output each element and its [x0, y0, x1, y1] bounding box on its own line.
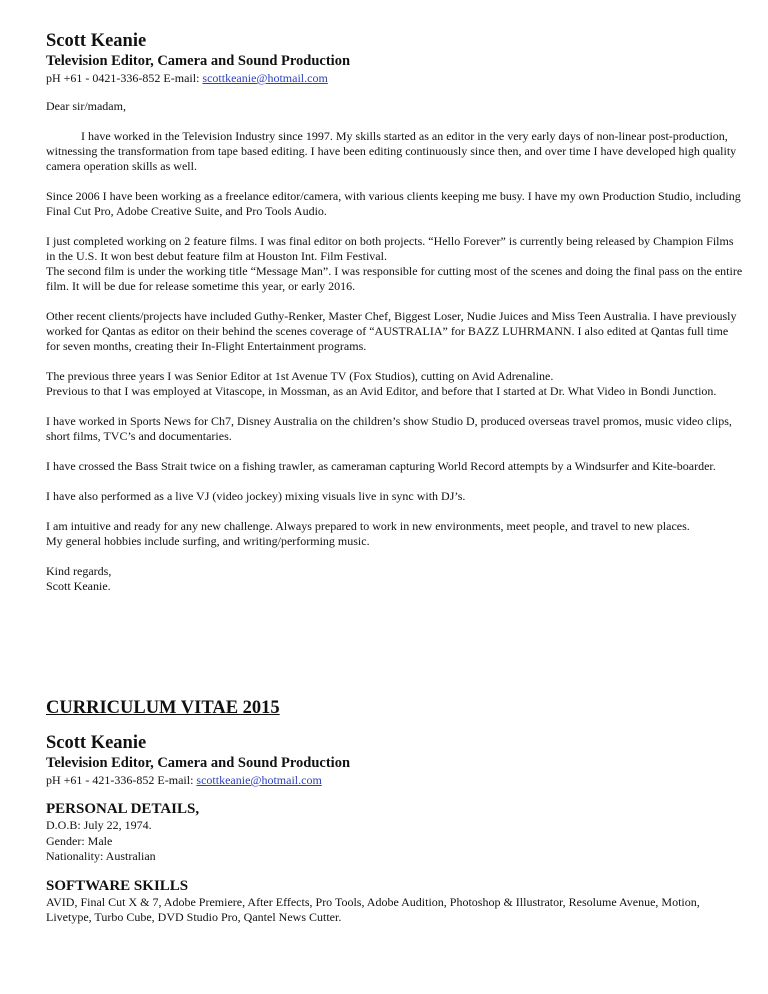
signoff: Scott Keanie. [46, 579, 111, 593]
contact-line [46, 70, 744, 86]
letter-paragraph [46, 519, 744, 549]
cover-letter [46, 99, 744, 594]
paragraph-line: The previous three years I was Senior Editor at 1st Avenue TV (Fox Studios), cutting on Avid Adrenaline. [46, 369, 554, 383]
letter-paragraph: Since 2006 I have been working as a freelance editor/camera, with various clients keeping me busy. I have my own Production Studio, including Final Cut Pro, Adobe Creative Suite, and Pro Tools Audio. [46, 189, 741, 218]
letter-header [46, 30, 744, 86]
closing-block [46, 564, 744, 594]
section-spacer [46, 609, 744, 697]
letter-paragraph: I have crossed the Bass Strait twice on a fishing trawler, as cameraman capturing World Record attempts by a Windsurfer and Kite-boarder. [46, 459, 716, 473]
author-name: Scott Keanie [46, 31, 147, 51]
letter-paragraph: I have also performed as a live VJ (video jockey) mixing visuals live in sync with DJ’s. [46, 489, 466, 503]
gender: Gender: Male [46, 833, 113, 848]
letter-paragraph [46, 369, 744, 399]
cv-title: Television Editor, Camera and Sound Production [46, 755, 351, 771]
paragraph-line: I just completed working on 2 feature films. I was final editor on both projects. “Hello Forever” is currently being released by Champion Films in the U.S. It won best debut feature film at Houston Int. Film Festival. [46, 234, 734, 263]
salutation: Dear sir/madam, [46, 99, 126, 113]
paragraph-line: I am intuitive and ready for any new challenge. Always prepared to work in new environments, meet people, and travel to new places. [46, 519, 690, 533]
personal-details [46, 818, 744, 865]
curriculum-vitae [46, 697, 744, 926]
letter-paragraph: Other recent clients/projects have included Guthy-Renker, Master Chef, Biggest Loser, Nudie Juices and Miss Teen Australia. I have previously worked for Qantas as editor on their behind the scenes coverage of “AUSTRALIA” for BAZZ LUHRMANN. I also edited at Qantas full time for seven months, creating their In-Flight Entertainment programs. [46, 309, 737, 353]
letter-paragraph: I have worked in Sports News for Ch7, Disney Australia on the children’s show Studio D, produced overseas travel promos, music video clips, short films, TVC’s and documentaries. [46, 414, 732, 443]
paragraph-line: My general hobbies include surfing, and writing/performing music. [46, 534, 370, 548]
letter-paragraph: I have worked in the Television Industry since 1997. My skills started as an editor in the very early days of non-linear post-production, witnessing the transformation from tape based editing. I have been editing continuously since then, and over time I have developed high quality camera operation skills as well. [46, 129, 737, 173]
dob: D.O.B: July 22, 1974. [46, 818, 152, 832]
closing: Kind regards, [46, 564, 112, 578]
software-skills: AVID, Final Cut X & 7, Adobe Premiere, After Effects, Pro Tools, Adobe Audition, Photoshop & Illustrator, Resolume Avenue, Motion, Livetype, Turbo Cube, DVD Studio Pro, Qantel News Cutter. [46, 894, 700, 924]
letter-paragraph [46, 234, 744, 294]
personal-details-heading: PERSONAL DETAILS, [46, 801, 200, 817]
cv-phone-text: pH +61 - 421-336-852 E-mail: [46, 773, 197, 787]
phone-text: pH +61 - 0421-336-852 E-mail: [46, 71, 203, 85]
cv-name: Scott Keanie [46, 733, 147, 753]
cv-email-link[interactable]: scottkeanie@hotmail.com [196, 773, 322, 787]
paragraph-line: The second film is under the working title “Message Man”. I was responsible for cutting most of the scenes and doing the final pass on the entire film. It will be due for release sometime this year, or early 2016. [46, 264, 743, 293]
paragraph-line: Previous to that I was employed at Vitascope, in Mossman, as an Avid Editor, and before that I started at Dr. What Video in Bondi Junction. [46, 384, 717, 398]
cv-contact-line [46, 772, 744, 788]
software-skills-heading: SOFTWARE SKILLS [46, 877, 189, 894]
nationality: Nationality: Australian [46, 849, 156, 863]
email-link[interactable]: scottkeanie@hotmail.com [202, 71, 328, 85]
author-title: Television Editor, Camera and Sound Production [46, 53, 351, 69]
cv-heading: CURRICULUM VITAE 2015 [46, 698, 280, 718]
